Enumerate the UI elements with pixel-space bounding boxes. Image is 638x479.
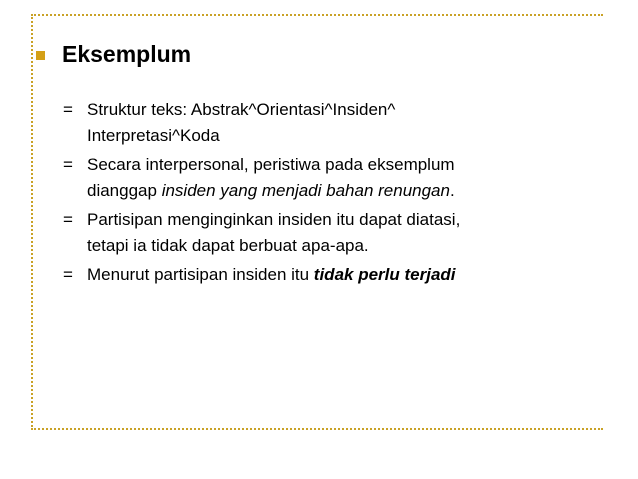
list-item-line: Partisipan menginginkan insiden itu dapat diatasi, bbox=[87, 210, 461, 229]
bold-italic-emphasis: tidak perlu terjadi bbox=[313, 265, 456, 284]
list-item-line: tetapi ia tidak dapat berbuat apa-apa. bbox=[87, 236, 369, 255]
list-marker: = bbox=[63, 210, 73, 229]
list-item bbox=[63, 153, 603, 205]
heading-row bbox=[36, 40, 191, 68]
left-rule-divider bbox=[31, 14, 33, 430]
list-item-line: Struktur teks: Abstrak^Orientasi^Insiden^ bbox=[87, 100, 396, 119]
list-item-line bbox=[87, 263, 603, 286]
list-item-text-segment: dianggap bbox=[87, 181, 162, 200]
list-marker: = bbox=[63, 155, 73, 174]
list-item-line: Secara interpersonal, peristiwa pada eksemplum bbox=[87, 155, 455, 174]
list-item-text-segment: . bbox=[449, 181, 455, 200]
list-item-text bbox=[87, 153, 603, 205]
list-item-line: Interpretasi^Koda bbox=[87, 126, 220, 145]
italic-emphasis: insiden yang menjadi bahan renungan bbox=[161, 181, 450, 200]
square-bullet-icon bbox=[36, 51, 45, 60]
slide-heading: Eksemplum bbox=[62, 41, 192, 67]
list-item bbox=[63, 208, 603, 260]
bottom-rule-divider bbox=[31, 428, 603, 430]
top-rule-divider bbox=[31, 14, 603, 16]
list-item-text-segment: Menurut partisipan insiden itu bbox=[87, 265, 314, 284]
list-item-line bbox=[87, 179, 603, 202]
list-item-text bbox=[87, 263, 603, 289]
list-item-text bbox=[87, 208, 603, 260]
list-marker: = bbox=[63, 100, 73, 119]
list-item bbox=[63, 98, 603, 150]
list-marker: = bbox=[63, 265, 73, 284]
bullet-list bbox=[63, 98, 603, 292]
list-item-text bbox=[87, 98, 603, 150]
list-item bbox=[63, 263, 603, 289]
